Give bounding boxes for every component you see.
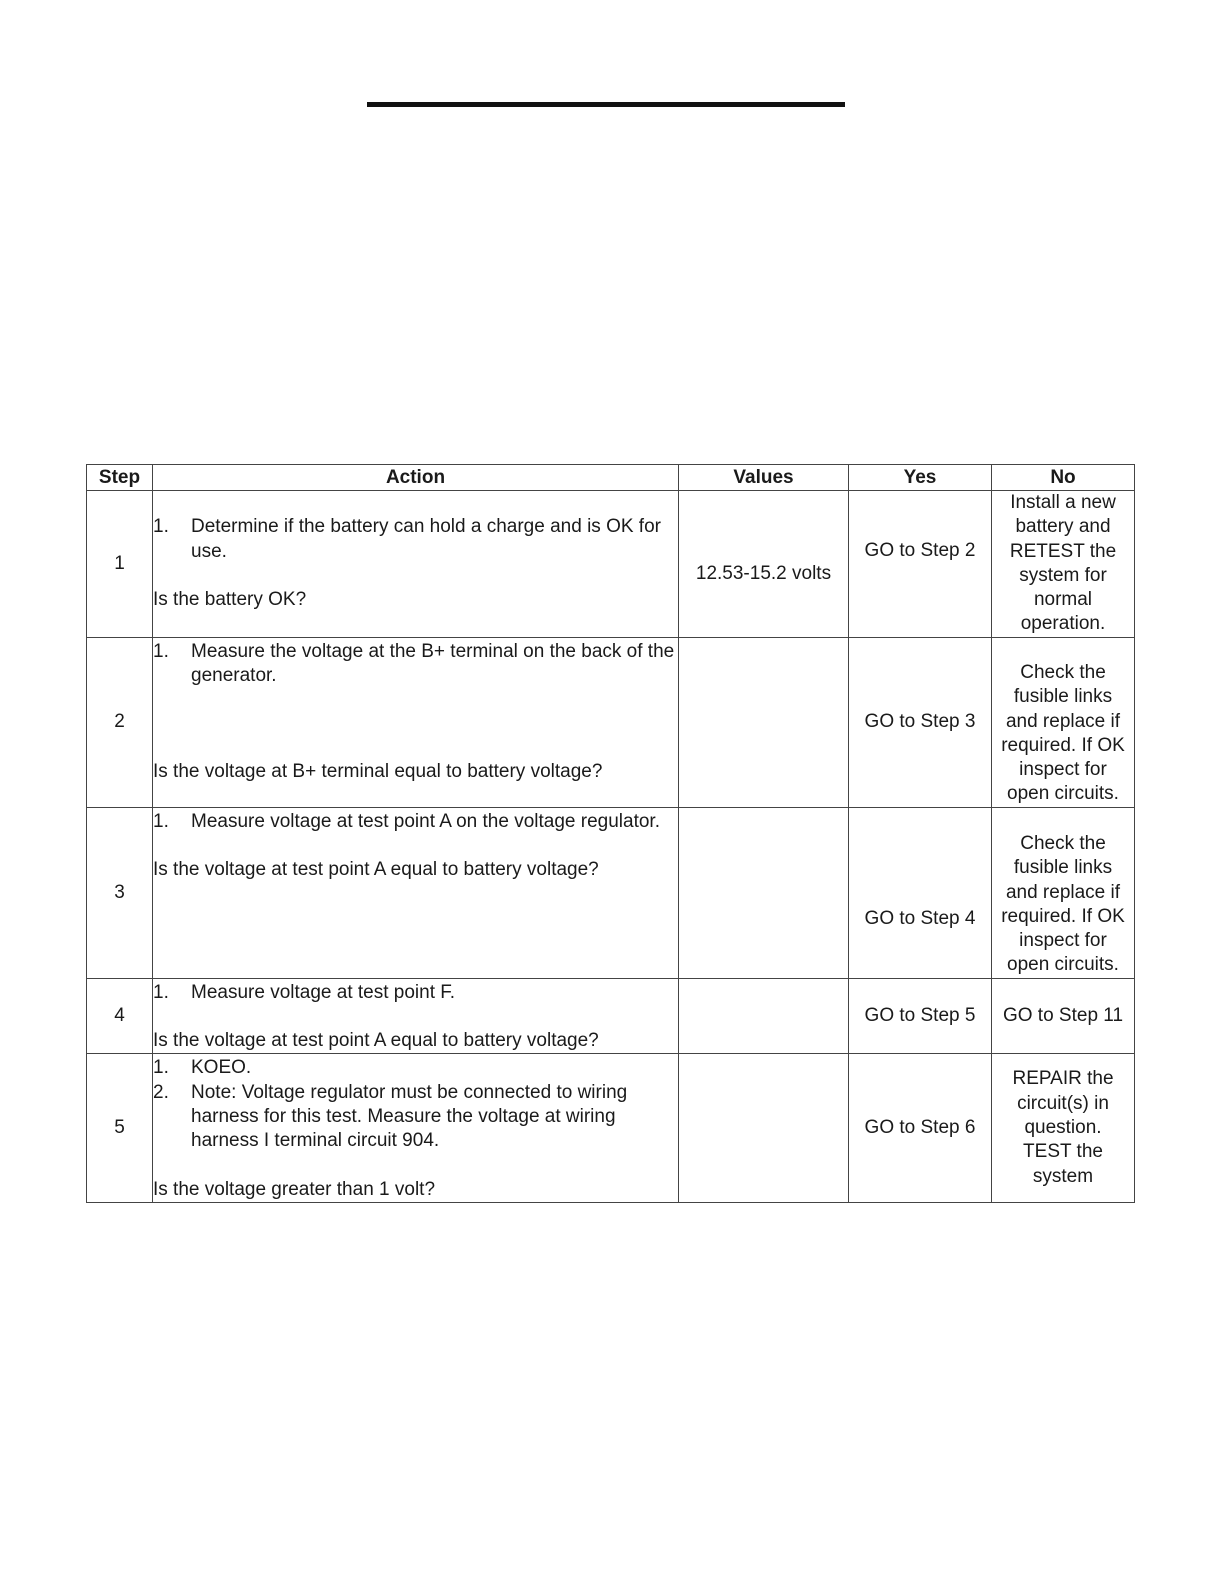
action-question: Is the voltage at test point A equal to battery voltage?: [153, 859, 599, 881]
values-cell: [679, 807, 849, 978]
step-number: 5: [87, 1054, 153, 1202]
no-cell: Install a new battery and RETEST the system for normal operation.: [992, 491, 1135, 638]
table-row: [87, 1054, 1135, 1202]
diagnostic-steps-table: [86, 464, 1135, 1203]
action-item: 1. KOEO.: [153, 1057, 252, 1079]
yes-cell: GO to Step 6: [849, 1054, 992, 1202]
step-number: 1: [87, 491, 153, 638]
table-row: [87, 978, 1135, 1054]
action-question: Is the voltage at B+ terminal equal to battery voltage?: [153, 761, 603, 783]
yes-cell: GO to Step 4: [849, 807, 992, 978]
step-number: 3: [87, 807, 153, 978]
yes-cell: GO to Step 2: [849, 491, 992, 638]
yes-cell: GO to Step 5: [849, 978, 992, 1054]
no-cell: Check the fusible links and replace if required. If OK inspect for open circuits.: [992, 807, 1135, 978]
header-step: Step: [87, 465, 153, 491]
action-cell: [153, 491, 679, 638]
action-question: Is the voltage greater than 1 volt?: [153, 1178, 436, 1200]
values-cell: 12.53-15.2 volts: [679, 491, 849, 638]
action-item: 1. Determine if the battery can hold a charge and is OK for use.: [153, 516, 661, 562]
table-row: [87, 491, 1135, 638]
no-cell: REPAIR the circuit(s) in question. TEST the system: [992, 1054, 1135, 1202]
no-cell: GO to Step 11: [992, 978, 1135, 1054]
header-action: Action: [153, 465, 679, 491]
table-row: [87, 807, 1135, 978]
header-no: No: [992, 465, 1135, 491]
action-cell: [153, 637, 679, 807]
title-underline: [367, 102, 845, 107]
no-cell: Check the fusible links and replace if required. If OK inspect for open circuits.: [992, 637, 1135, 807]
step-number: 2: [87, 637, 153, 807]
action-cell: [153, 1054, 679, 1202]
action-cell: [153, 807, 679, 978]
values-cell: [679, 1054, 849, 1202]
values-cell: [679, 637, 849, 807]
table-row: [87, 637, 1135, 807]
yes-cell: GO to Step 3: [849, 637, 992, 807]
step-number: 4: [87, 978, 153, 1054]
values-cell: [679, 978, 849, 1054]
action-question: Is the voltage at test point A equal to battery voltage?: [153, 1030, 599, 1052]
action-cell: [153, 978, 679, 1054]
action-item: 1. Measure voltage at test point F.: [153, 981, 456, 1003]
header-values: Values: [679, 465, 849, 491]
action-item: 2. Note: Voltage regulator must be connected to wiring harness for this test. Measure the voltage at wiring harness I terminal circuit 904.: [153, 1081, 628, 1152]
action-item: 1. Measure the voltage at the B+ terminal on the back of the generator.: [153, 640, 675, 687]
header-yes: Yes: [849, 465, 992, 491]
action-question: Is the battery OK?: [153, 589, 307, 611]
table-header-row: [87, 465, 1135, 491]
action-item: 1. Measure voltage at test point A on the voltage regulator.: [153, 810, 660, 832]
